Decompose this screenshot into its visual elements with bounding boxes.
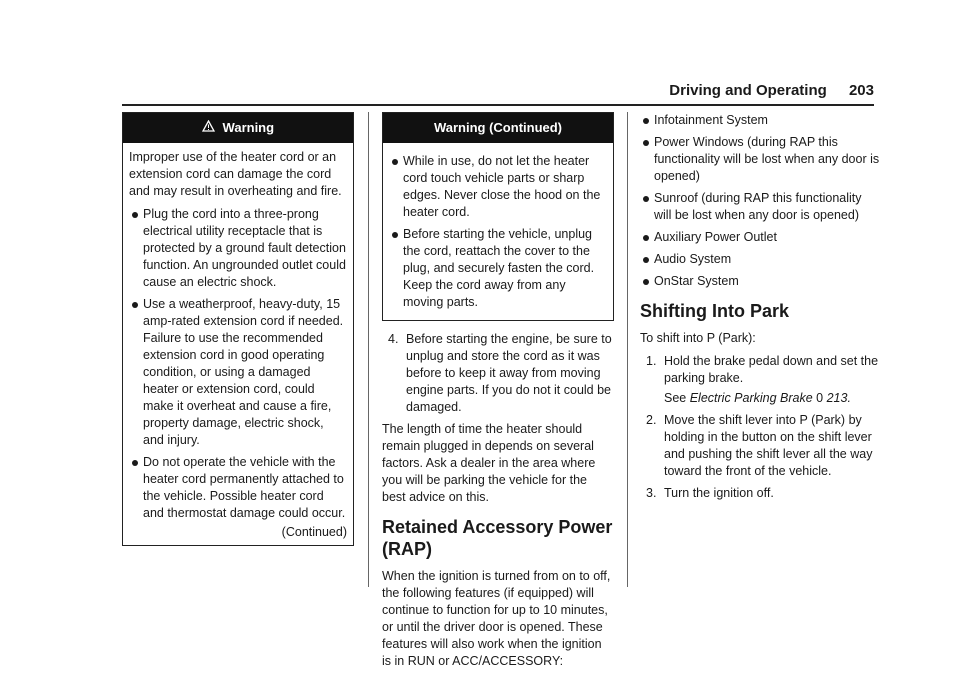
step-number: 1. bbox=[646, 354, 657, 368]
warning-bullet: Do not operate the vehicle with the heater cord permanently attached to the vehicle. Possible heater cord and thermostat damage could occur. bbox=[129, 454, 347, 522]
column-divider bbox=[627, 112, 628, 587]
list-item: Audio System bbox=[640, 251, 880, 268]
cross-reference-page: 213. bbox=[826, 391, 851, 405]
page-ref-arrow-icon: 0 bbox=[816, 391, 824, 405]
step-number: 2. bbox=[646, 413, 657, 427]
step-number: 3. bbox=[646, 486, 657, 500]
paragraph: To shift into P (Park): bbox=[640, 331, 756, 345]
list-item bbox=[640, 485, 880, 502]
warning-triangle-icon bbox=[202, 113, 215, 143]
warning-box-continued bbox=[382, 112, 614, 321]
section-heading: Shifting Into Park bbox=[640, 301, 790, 321]
warning-bullet: Before starting the vehicle, unplug the cord, reattach the cover to the plug, and securely fasten the cord. Keep the cord away from any moving parts. bbox=[389, 226, 607, 311]
warning-title: Warning bbox=[222, 120, 275, 135]
list-item bbox=[640, 353, 880, 387]
warning-header: Warning (Continued) bbox=[383, 113, 613, 143]
see-prefix: See bbox=[664, 391, 690, 405]
column-3 bbox=[640, 112, 880, 507]
step-number: 4. bbox=[388, 332, 399, 346]
warning-intro: Improper use of the heater cord or an extension cord can damage the cord and may result in overheating and fire. bbox=[129, 150, 342, 198]
step-text: Move the shift lever into P (Park) by holding in the button on the shift lever and pushing the shift lever all the way toward the front of the vehicle. bbox=[664, 413, 873, 478]
column-divider bbox=[368, 112, 369, 587]
list-item bbox=[640, 412, 880, 480]
steps-list bbox=[640, 412, 880, 502]
page-number: 203 bbox=[848, 82, 874, 99]
list-item: Sunroof (during RAP this functionality will be lost when any door is opened) bbox=[640, 190, 880, 224]
list-item: Auxiliary Power Outlet bbox=[640, 229, 880, 246]
list-item: Infotainment System bbox=[640, 112, 880, 129]
column-2 bbox=[382, 112, 614, 676]
column-1 bbox=[122, 112, 354, 546]
list-item: Power Windows (during RAP this functionality will be lost when any door is opened) bbox=[640, 134, 880, 185]
cross-reference bbox=[640, 390, 880, 407]
cross-reference-link[interactable]: Electric Parking Brake bbox=[689, 391, 813, 405]
steps-list bbox=[640, 353, 880, 387]
section-heading: Retained Accessory Power (RAP) bbox=[382, 517, 613, 559]
warning-bullet: Use a weatherproof, heavy-duty, 15 amp-rated extension cord if needed. Failure to use the recommended extension cord in good operating condition, or using a damaged heater or extension cord, could make it overheat and cause a fire, property damage, electric shock, and injury. bbox=[129, 296, 347, 449]
list-item: OnStar System bbox=[640, 273, 880, 290]
continued-label: (Continued) bbox=[281, 525, 347, 539]
warning-bullet: Plug the cord into a three-prong electrical utility receptacle that is protected by a ground fault detection function. An ungrounded outlet could cause an electric shock. bbox=[129, 206, 347, 291]
paragraph: When the ignition is turned from on to off, the following features (if equipped) will continue to function for up to 10 minutes, or until the driver door is opened. These features will also work when the ignition is in RUN or ACC/ACCESSORY: bbox=[382, 569, 611, 668]
page-header bbox=[122, 82, 874, 106]
list-item bbox=[382, 331, 614, 416]
warning-header bbox=[123, 113, 353, 143]
section-title: Driving and Operating bbox=[669, 82, 827, 99]
warning-bullet: While in use, do not let the heater cord touch vehicle parts or sharp edges. Never close the hood on the heater cord. bbox=[389, 153, 607, 221]
warning-box bbox=[122, 112, 354, 546]
step-text: Hold the brake pedal down and set the parking brake. bbox=[664, 354, 879, 385]
paragraph: The length of time the heater should remain plugged in depends on several factors. Ask a dealer in the area where you will be parking the vehicle for the best advice on this. bbox=[382, 422, 596, 504]
step-text: Turn the ignition off. bbox=[664, 486, 774, 500]
rap-features-list bbox=[640, 112, 880, 290]
steps-list bbox=[382, 331, 614, 416]
step-text: Before starting the engine, be sure to unplug and store the cord as it was before to keep it away from moving engine parts. If you do not it could be damaged. bbox=[406, 332, 612, 414]
